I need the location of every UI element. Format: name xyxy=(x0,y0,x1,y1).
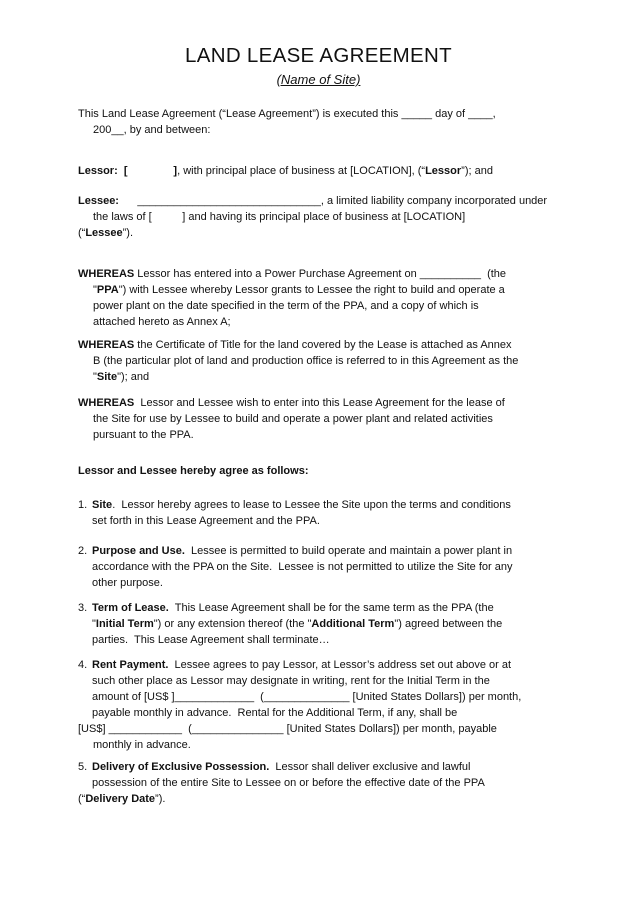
document-subtitle: (Name of Site) xyxy=(276,72,361,87)
intro-line: 200__, by and between: xyxy=(93,124,211,136)
clause-1-heading: Site xyxy=(92,499,113,511)
lessee-paragraph: Lessee: ______________________________, a limited liability company incorporated under the laws of [ ] and having its principal place of business at [LOCATION] (“Lessee”). xyxy=(78,195,548,239)
clause-5-number: 5. xyxy=(78,761,88,773)
clause-3: Term of Lease. This Lease Agreement shall be for the same term as the PPA (the "Initial Term") or any extension thereof (the "Additional Term") agreed between the parties. This Lease Agreement shall terminate… xyxy=(92,602,503,646)
clause-4-heading: Rent Payment. xyxy=(92,659,169,671)
clause-3-number: 3. xyxy=(78,602,88,614)
clause-3-heading: Term of Lease. xyxy=(92,602,169,614)
lessor-paragraph: Lessor: [ ], with principal place of business at [LOCATION], (“Lessor”); and xyxy=(78,165,493,177)
document-title: LAND LEASE AGREEMENT xyxy=(185,44,452,67)
intro-paragraph xyxy=(78,106,548,138)
clause-4-number: 4. xyxy=(78,659,88,671)
clause-5-heading: Delivery of Exclusive Possession. xyxy=(92,761,270,773)
clause-2: Purpose and Use. Lessee is permitted to build operate and maintain a power plant in accordance with the PPA on the Site. Lessee is not permitted to utilize the Site for any other purpose. xyxy=(92,545,513,589)
intro-line: This Land Lease Agreement (“Lease Agreement”) is executed this _____ day of ____, xyxy=(78,108,496,120)
clause-1-number: 1. xyxy=(78,499,88,511)
clause-5-continued: (“Delivery Date”). xyxy=(78,793,166,805)
whereas-paragraph-2: WHEREAS the Certificate of Title for the land covered by the Lease is attached as Annex B (the particular plot of land and production office is referred to in this Agreement as the "Site"); and xyxy=(78,339,519,383)
lessor-label: Lessor: xyxy=(78,165,118,177)
clause-2-heading: Purpose and Use. xyxy=(92,545,185,557)
clause-5: Delivery of Exclusive Possession. Lessor shall deliver exclusive and lawful possession of the entire Site to Lessee on or before the effective date of the PPA xyxy=(92,761,485,789)
whereas-paragraph-1: WHEREAS Lessor has entered into a Power Purchase Agreement on __________ (the "PPA") with Lessee whereby Lessor grants to Lessee the right to build and operate a power plant on the date specified in the term of the PPA, and a copy of which is attached hereto as Annex A; xyxy=(78,268,507,328)
clause-4: Rent Payment. Lessee agrees to pay Lessor, at Lessor’s address set out above or at such other place as Lessor may designate in writing, rent for the Initial Term in the amount of [US$ ]_____________ (______________ [United States Dollars]) per month, payable monthly in advance. Rental for the Additional Term, if any, shall be xyxy=(92,659,522,719)
clause-4-continued: [US$] ____________ (_______________ [United States Dollars]) per month, payable monthly in advance. xyxy=(78,723,497,751)
whereas-paragraph-3: WHEREAS Lessor and Lessee wish to enter into this Lease Agreement for the lease of the Site for use by Lessee to build and operate a power plant and related activities pursuant to the PPA. xyxy=(78,397,505,441)
lessor-term: Lessor xyxy=(425,165,462,177)
lessee-label: Lessee: xyxy=(78,195,119,207)
lessee-term: Lessee xyxy=(85,227,123,239)
clause-2-number: 2. xyxy=(78,545,88,557)
agree-heading: Lessor and Lessee hereby agree as follows: xyxy=(78,465,309,477)
clause-1: Site. Lessor hereby agrees to lease to Lessee the Site upon the terms and conditions set forth in this Lease Agreement and the PPA. xyxy=(92,499,511,527)
